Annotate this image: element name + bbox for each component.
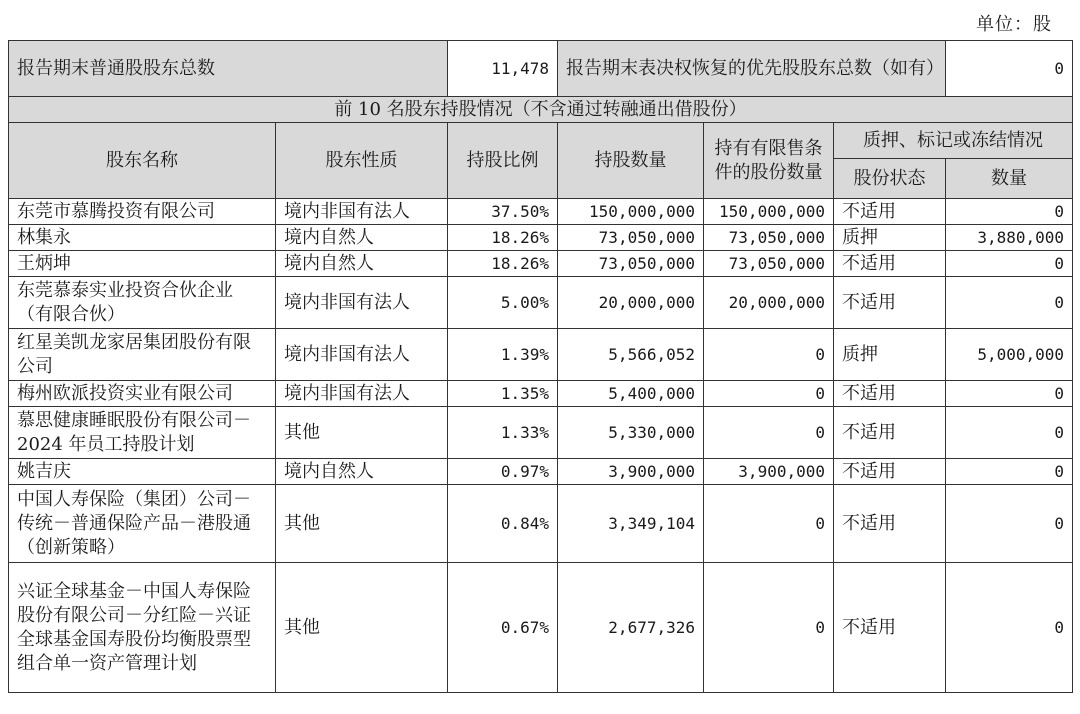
holding-ratio-cell: 1.35% (448, 381, 558, 407)
share-status-cell: 不适用 (834, 407, 946, 459)
restricted-quantity-cell: 0 (704, 407, 834, 459)
unit-label: 单位：股 (976, 14, 1052, 35)
header-status: 股份状态 (834, 159, 946, 199)
shareholder-nature-cell: 其他 (276, 485, 448, 563)
total-preferred-value: 0 (946, 41, 1073, 97)
table-row (9, 381, 1073, 407)
header-restricted: 持有有限售条件的股份数量 (704, 123, 834, 199)
table-row (9, 407, 1073, 459)
pledge-count-cell: 0 (946, 563, 1073, 693)
share-status-cell: 不适用 (834, 277, 946, 329)
restricted-quantity-cell: 73,050,000 (704, 225, 834, 251)
holding-quantity-cell: 73,050,000 (558, 225, 704, 251)
share-status-cell: 不适用 (834, 485, 946, 563)
header-count: 数量 (946, 159, 1073, 199)
pledge-count-cell: 0 (946, 407, 1073, 459)
shareholder-name-cell: 东莞市慕腾投资有限公司 (9, 199, 276, 225)
restricted-quantity-cell: 0 (704, 381, 834, 407)
shareholder-name-cell: 林集永 (9, 225, 276, 251)
holding-ratio-cell: 1.39% (448, 329, 558, 381)
shareholder-nature-cell: 境内非国有法人 (276, 199, 448, 225)
shareholder-name-cell: 慕思健康睡眠股份有限公司－2024 年员工持股计划 (9, 407, 276, 459)
pledge-count-cell: 0 (946, 381, 1073, 407)
shareholder-nature-cell: 其他 (276, 563, 448, 693)
holding-quantity-cell: 5,566,052 (558, 329, 704, 381)
shareholder-nature-cell: 其他 (276, 407, 448, 459)
shareholder-nature-cell: 境内自然人 (276, 251, 448, 277)
shareholder-nature-cell: 境内自然人 (276, 225, 448, 251)
restricted-quantity-cell: 0 (704, 563, 834, 693)
restricted-quantity-cell: 73,050,000 (704, 251, 834, 277)
pledge-count-cell: 5,000,000 (946, 329, 1073, 381)
table-row (9, 251, 1073, 277)
shareholder-nature-cell: 境内自然人 (276, 459, 448, 485)
holding-quantity-cell: 73,050,000 (558, 251, 704, 277)
shareholder-name-cell: 红星美凯龙家居集团股份有限公司 (9, 329, 276, 381)
shareholder-name-cell: 东莞慕泰实业投资合伙企业（有限合伙） (9, 277, 276, 329)
header-pledge-group: 质押、标记或冻结情况 (834, 123, 1073, 159)
pledge-count-cell: 0 (946, 277, 1073, 329)
holding-quantity-cell: 2,677,326 (558, 563, 704, 693)
section-title: 前 10 名股东持股情况（不含通过转融通出借股份） (9, 97, 1073, 123)
table-row (9, 459, 1073, 485)
header-nature: 股东性质 (276, 123, 448, 199)
shareholder-name-cell: 兴证全球基金－中国人寿保险股份有限公司－分红险－兴证全球基金国寿股份均衡股票型组合单一资产管理计划 (9, 563, 276, 693)
share-status-cell: 质押 (834, 225, 946, 251)
total-common-label: 报告期末普通股股东总数 (9, 41, 448, 97)
shareholder-table (8, 40, 1073, 693)
pledge-count-cell: 0 (946, 251, 1073, 277)
holding-ratio-cell: 5.00% (448, 277, 558, 329)
shareholder-name-cell: 中国人寿保险（集团）公司－传统－普通保险产品－港股通（创新策略） (9, 485, 276, 563)
holding-quantity-cell: 3,900,000 (558, 459, 704, 485)
section-title-row (9, 97, 1073, 123)
header-ratio: 持股比例 (448, 123, 558, 199)
header-row-1 (9, 123, 1073, 159)
shareholder-nature-cell: 境内非国有法人 (276, 277, 448, 329)
share-status-cell: 不适用 (834, 381, 946, 407)
restricted-quantity-cell: 0 (704, 329, 834, 381)
total-preferred-label: 报告期末表决权恢复的优先股股东总数（如有） (558, 41, 946, 97)
shareholder-name-cell: 王炳坤 (9, 251, 276, 277)
table-row (9, 563, 1073, 693)
pledge-count-cell: 0 (946, 459, 1073, 485)
summary-row (9, 41, 1073, 97)
holding-quantity-cell: 5,400,000 (558, 381, 704, 407)
holding-ratio-cell: 37.50% (448, 199, 558, 225)
holding-ratio-cell: 0.84% (448, 485, 558, 563)
header-name: 股东名称 (9, 123, 276, 199)
total-common-value: 11,478 (448, 41, 558, 97)
share-status-cell: 不适用 (834, 459, 946, 485)
table-row (9, 225, 1073, 251)
shareholder-name-cell: 梅州欧派投资实业有限公司 (9, 381, 276, 407)
holding-ratio-cell: 1.33% (448, 407, 558, 459)
shareholder-name-cell: 姚吉庆 (9, 459, 276, 485)
holding-ratio-cell: 18.26% (448, 251, 558, 277)
restricted-quantity-cell: 3,900,000 (704, 459, 834, 485)
table-row (9, 277, 1073, 329)
pledge-count-cell: 0 (946, 199, 1073, 225)
holding-quantity-cell: 3,349,104 (558, 485, 704, 563)
shareholder-nature-cell: 境内非国有法人 (276, 381, 448, 407)
holding-quantity-cell: 20,000,000 (558, 277, 704, 329)
table-row (9, 199, 1073, 225)
holding-quantity-cell: 5,330,000 (558, 407, 704, 459)
holding-ratio-cell: 0.67% (448, 563, 558, 693)
restricted-quantity-cell: 150,000,000 (704, 199, 834, 225)
share-status-cell: 不适用 (834, 251, 946, 277)
holding-ratio-cell: 0.97% (448, 459, 558, 485)
restricted-quantity-cell: 0 (704, 485, 834, 563)
share-status-cell: 不适用 (834, 563, 946, 693)
header-quantity: 持股数量 (558, 123, 704, 199)
restricted-quantity-cell: 20,000,000 (704, 277, 834, 329)
holding-quantity-cell: 150,000,000 (558, 199, 704, 225)
share-status-cell: 不适用 (834, 199, 946, 225)
table-row (9, 329, 1073, 381)
pledge-count-cell: 3,880,000 (946, 225, 1073, 251)
shareholder-nature-cell: 境内非国有法人 (276, 329, 448, 381)
share-status-cell: 质押 (834, 329, 946, 381)
pledge-count-cell: 0 (946, 485, 1073, 563)
table-row (9, 485, 1073, 563)
holding-ratio-cell: 18.26% (448, 225, 558, 251)
